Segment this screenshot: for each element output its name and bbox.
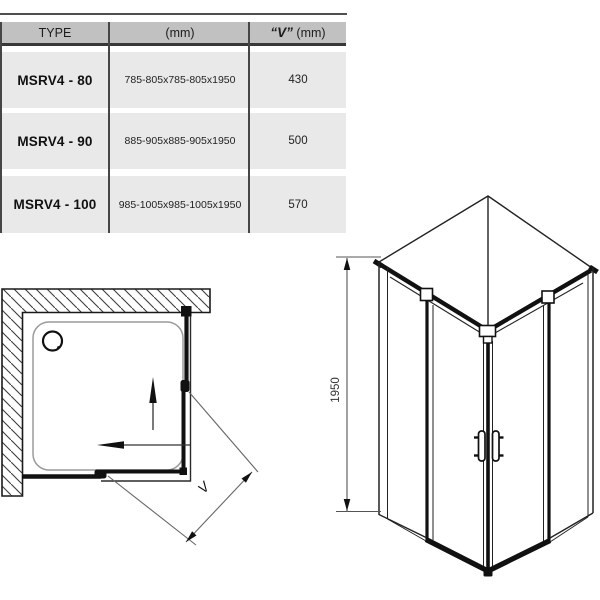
spec-table (0, 0, 348, 240)
header-mm: (mm) (165, 25, 195, 40)
cell-v-value: 430 (288, 74, 308, 86)
bottom-frame (379, 513, 593, 577)
table-column-separator (108, 22, 110, 233)
cell-type: MSRV4 - 90 (17, 133, 93, 149)
cell-type: MSRV4 - 80 (17, 72, 93, 88)
cell-v-value: 570 (288, 198, 308, 211)
plan-view (2, 289, 258, 545)
left-bracket (421, 289, 433, 301)
cell-dimensions: 985-1005x985-1005x1950 (118, 198, 242, 211)
top-frame (379, 196, 592, 329)
left-door-handle (474, 431, 485, 461)
perspective-view (330, 196, 598, 577)
header-v-symbol: “V” (270, 25, 293, 40)
height-dimension (330, 257, 381, 512)
table-row (0, 176, 346, 233)
table-top-rule (0, 13, 347, 15)
corner-bracket (480, 326, 496, 337)
header-v (250, 25, 346, 40)
header-v-unit: (mm) (292, 26, 326, 40)
header-type: TYPE (38, 25, 72, 40)
table-row (0, 113, 346, 169)
cell-dimensions: 785-805x785-805x1950 (124, 74, 236, 86)
right-bracket (542, 291, 554, 303)
table-left-border (0, 22, 2, 233)
table-header-row (0, 22, 346, 46)
corner-bracket-lower (484, 337, 493, 344)
table-row (0, 52, 346, 108)
cell-v-value: 500 (288, 135, 308, 147)
cell-type: MSRV4 - 100 (13, 197, 97, 212)
v-dimension-label: V (194, 478, 213, 497)
drain-dot (57, 346, 60, 349)
table-column-separator (248, 22, 250, 233)
cell-dimensions: 885-905x885-905x1950 (124, 135, 236, 147)
height-dimension-label: 1950 (330, 377, 342, 403)
right-door-handle (493, 431, 504, 461)
